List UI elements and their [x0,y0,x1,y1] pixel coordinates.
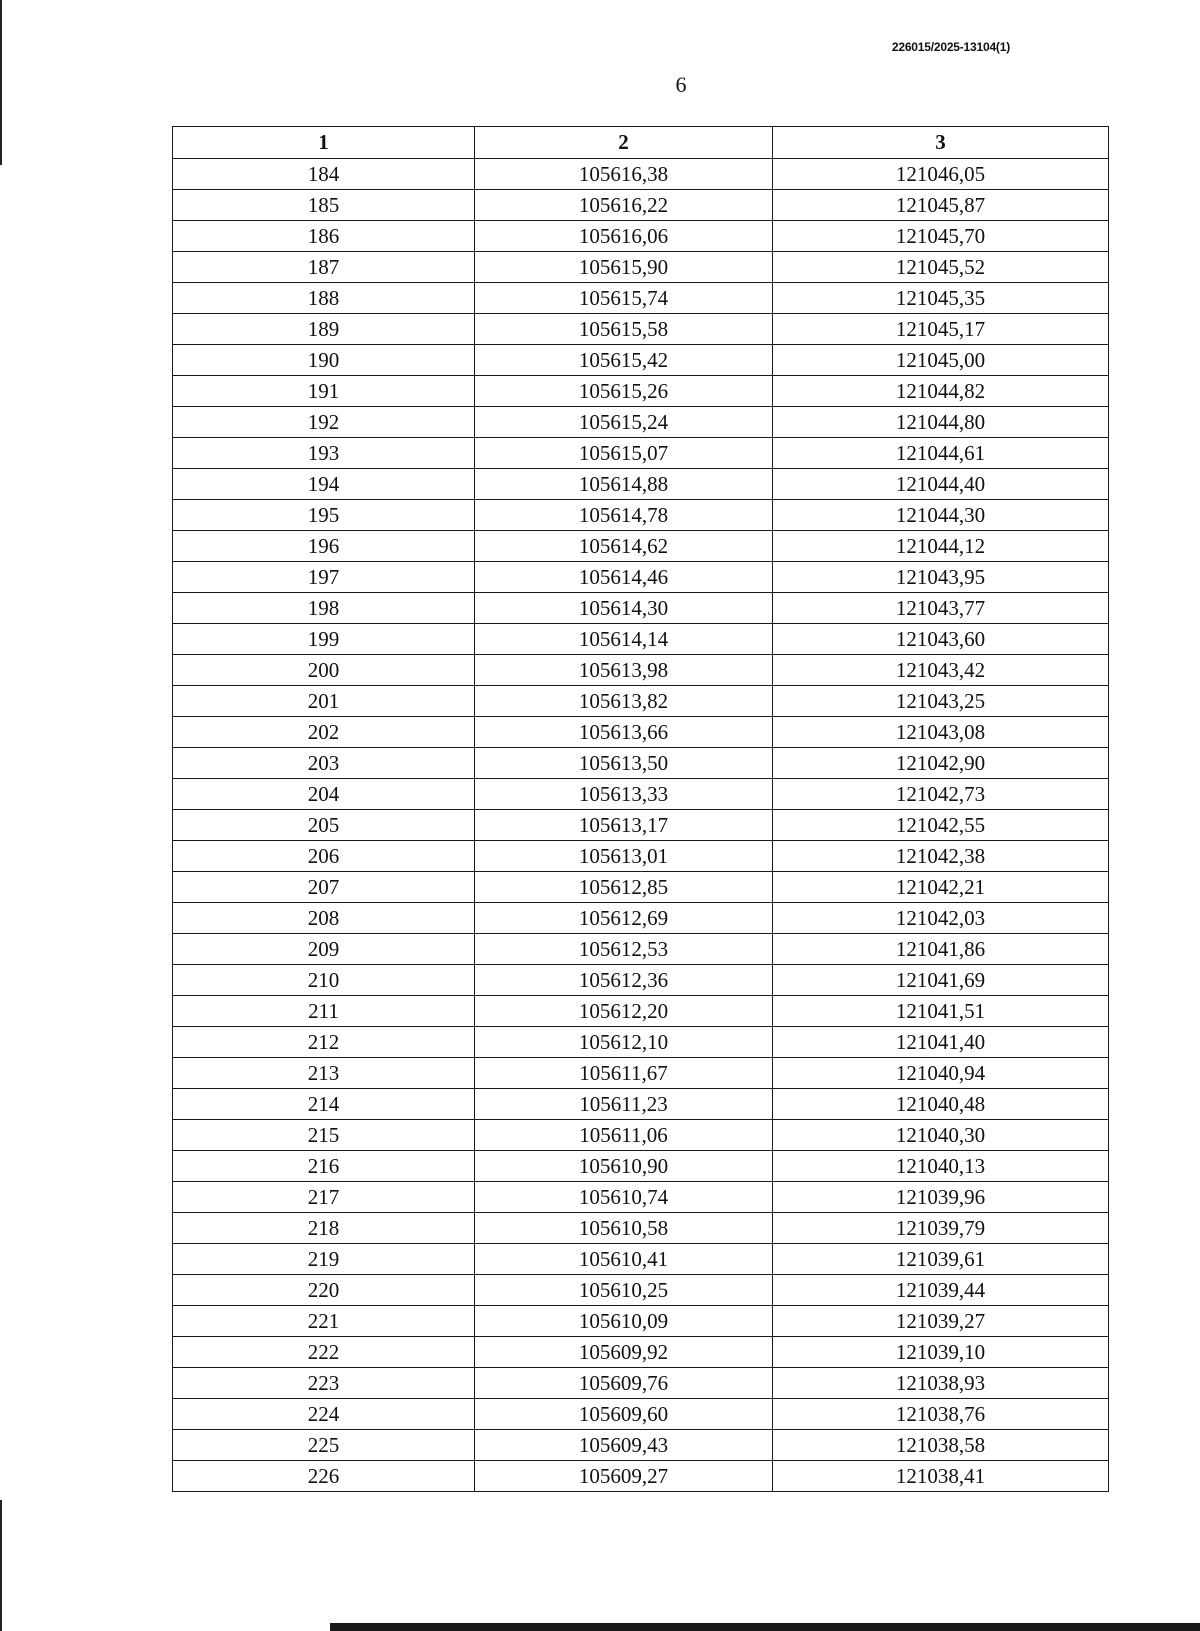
table-cell-col-1: 186 [173,221,475,252]
table-cell-col-1: 202 [173,717,475,748]
table-row [173,190,1109,221]
table-row [173,469,1109,500]
table-cell-col-3: 121043,77 [773,593,1109,624]
table-cell-col-2: 105612,85 [475,872,773,903]
table-row [173,562,1109,593]
table-row [173,1120,1109,1151]
table-cell-col-3: 121038,58 [773,1430,1109,1461]
table-row [173,779,1109,810]
table-cell-col-1: 198 [173,593,475,624]
column-header-3: 3 [773,127,1109,159]
table-cell-col-1: 196 [173,531,475,562]
table-cell-col-2: 105615,58 [475,314,773,345]
table-cell-col-3: 121041,69 [773,965,1109,996]
table-cell-col-1: 195 [173,500,475,531]
table-cell-col-1: 201 [173,686,475,717]
table-cell-col-1: 223 [173,1368,475,1399]
table-cell-col-2: 105616,22 [475,190,773,221]
table-cell-col-2: 105609,60 [475,1399,773,1430]
table-cell-col-3: 121041,51 [773,996,1109,1027]
table-cell-col-2: 105610,58 [475,1213,773,1244]
table-row [173,1399,1109,1430]
table-cell-col-1: 221 [173,1306,475,1337]
table-row [173,1213,1109,1244]
table-row [173,996,1109,1027]
table-cell-col-1: 207 [173,872,475,903]
table-row [173,717,1109,748]
table-cell-col-3: 121039,44 [773,1275,1109,1306]
table-cell-col-3: 121045,35 [773,283,1109,314]
table-cell-col-1: 187 [173,252,475,283]
table-cell-col-2: 105610,09 [475,1306,773,1337]
table-cell-col-1: 206 [173,841,475,872]
table-cell-col-2: 105613,17 [475,810,773,841]
table-row [173,252,1109,283]
coordinates-table [172,126,1109,1492]
table-cell-col-2: 105612,10 [475,1027,773,1058]
table-row [173,1244,1109,1275]
table-cell-col-1: 215 [173,1120,475,1151]
table-cell-col-3: 121046,05 [773,159,1109,190]
table-cell-col-2: 105613,01 [475,841,773,872]
table-cell-col-3: 121040,30 [773,1120,1109,1151]
table-cell-col-2: 105609,76 [475,1368,773,1399]
table-cell-col-2: 105613,33 [475,779,773,810]
table-cell-col-1: 225 [173,1430,475,1461]
table-cell-col-3: 121042,21 [773,872,1109,903]
table-cell-col-3: 121039,61 [773,1244,1109,1275]
table-cell-col-2: 105614,62 [475,531,773,562]
table-row [173,1461,1109,1492]
table-cell-col-1: 219 [173,1244,475,1275]
table-cell-col-2: 105616,38 [475,159,773,190]
table-cell-col-2: 105611,23 [475,1089,773,1120]
table-row [173,748,1109,779]
table-cell-col-2: 105615,74 [475,283,773,314]
table-cell-col-1: 200 [173,655,475,686]
table-row [173,810,1109,841]
column-header-2: 2 [475,127,773,159]
table-row [173,283,1109,314]
table-cell-col-2: 105614,46 [475,562,773,593]
table-cell-col-2: 105612,69 [475,903,773,934]
table-cell-col-1: 191 [173,376,475,407]
table-cell-col-3: 121045,17 [773,314,1109,345]
table-row [173,872,1109,903]
table-cell-col-2: 105612,20 [475,996,773,1027]
table-cell-col-3: 121038,93 [773,1368,1109,1399]
table-cell-col-1: 222 [173,1337,475,1368]
table-cell-col-1: 224 [173,1399,475,1430]
table-row [173,500,1109,531]
table-body [173,159,1109,1492]
table-row [173,159,1109,190]
table-row [173,345,1109,376]
table-cell-col-1: 205 [173,810,475,841]
table-cell-col-1: 190 [173,345,475,376]
table-cell-col-3: 121045,87 [773,190,1109,221]
table-cell-col-3: 121042,38 [773,841,1109,872]
table-cell-col-3: 121039,10 [773,1337,1109,1368]
table-cell-col-2: 105610,41 [475,1244,773,1275]
table-cell-col-2: 105615,42 [475,345,773,376]
table-row [173,655,1109,686]
table-cell-col-1: 209 [173,934,475,965]
table-cell-col-3: 121040,94 [773,1058,1109,1089]
table-cell-col-2: 105614,30 [475,593,773,624]
table-cell-col-3: 121040,48 [773,1089,1109,1120]
scan-edge-mark-bottom [0,1500,2,1631]
table-cell-col-1: 184 [173,159,475,190]
table-cell-col-2: 105609,43 [475,1430,773,1461]
table-cell-col-3: 121044,40 [773,469,1109,500]
table-cell-col-3: 121044,61 [773,438,1109,469]
table-cell-col-1: 203 [173,748,475,779]
table-cell-col-1: 189 [173,314,475,345]
table-row [173,593,1109,624]
table-row [173,1089,1109,1120]
table-cell-col-1: 185 [173,190,475,221]
table-cell-col-2: 105614,78 [475,500,773,531]
table-cell-col-1: 194 [173,469,475,500]
table-row [173,624,1109,655]
table-cell-col-2: 105615,07 [475,438,773,469]
table-cell-col-3: 121042,73 [773,779,1109,810]
table-cell-col-3: 121044,12 [773,531,1109,562]
table-cell-col-2: 105612,36 [475,965,773,996]
table-row [173,221,1109,252]
table-cell-col-3: 121040,13 [773,1151,1109,1182]
column-header-1: 1 [173,127,475,159]
table-row [173,1337,1109,1368]
table-cell-col-3: 121041,40 [773,1027,1109,1058]
table-cell-col-2: 105613,82 [475,686,773,717]
table-cell-col-1: 211 [173,996,475,1027]
table-cell-col-3: 121044,80 [773,407,1109,438]
table-cell-col-1: 217 [173,1182,475,1213]
table-cell-col-2: 105609,27 [475,1461,773,1492]
table-cell-col-1: 204 [173,779,475,810]
table-row [173,531,1109,562]
table-cell-col-1: 216 [173,1151,475,1182]
table-cell-col-3: 121043,42 [773,655,1109,686]
table-cell-col-3: 121042,90 [773,748,1109,779]
table-cell-col-1: 192 [173,407,475,438]
table-cell-col-1: 208 [173,903,475,934]
table-cell-col-2: 105614,88 [475,469,773,500]
table-row [173,1151,1109,1182]
table-row [173,1027,1109,1058]
table-cell-col-3: 121039,79 [773,1213,1109,1244]
table-cell-col-1: 213 [173,1058,475,1089]
table-row [173,314,1109,345]
table-cell-col-2: 105613,66 [475,717,773,748]
table-cell-col-1: 218 [173,1213,475,1244]
table-cell-col-1: 226 [173,1461,475,1492]
table-cell-col-1: 212 [173,1027,475,1058]
table-cell-col-3: 121043,25 [773,686,1109,717]
table-cell-col-3: 121042,55 [773,810,1109,841]
table-cell-col-2: 105615,24 [475,407,773,438]
table-cell-col-2: 105611,06 [475,1120,773,1151]
table-cell-col-3: 121044,82 [773,376,1109,407]
table-cell-col-2: 105614,14 [475,624,773,655]
table-cell-col-3: 121039,96 [773,1182,1109,1213]
table-row [173,903,1109,934]
page-number: 6 [675,72,687,97]
table-row [173,376,1109,407]
table-row [173,1058,1109,1089]
table-cell-col-1: 188 [173,283,475,314]
table-cell-col-3: 121045,52 [773,252,1109,283]
table-row [173,965,1109,996]
table-row [173,1182,1109,1213]
table-cell-col-1: 197 [173,562,475,593]
table-cell-col-3: 121043,60 [773,624,1109,655]
table-cell-col-3: 121038,41 [773,1461,1109,1492]
table-cell-col-3: 121039,27 [773,1306,1109,1337]
table-cell-col-2: 105610,25 [475,1275,773,1306]
table-row [173,407,1109,438]
table-cell-col-3: 121043,08 [773,717,1109,748]
table-cell-col-2: 105610,90 [475,1151,773,1182]
table-cell-col-3: 121041,86 [773,934,1109,965]
table-cell-col-2: 105615,90 [475,252,773,283]
table-cell-col-2: 105616,06 [475,221,773,252]
table-cell-col-2: 105613,98 [475,655,773,686]
table-row [173,1430,1109,1461]
table-cell-col-2: 105612,53 [475,934,773,965]
document-id: 226015/2025-13104(1) [891,40,1010,54]
table-cell-col-3: 121042,03 [773,903,1109,934]
table-header-row [173,127,1109,159]
table-cell-col-3: 121038,76 [773,1399,1109,1430]
table-cell-col-1: 214 [173,1089,475,1120]
table-cell-col-3: 121045,00 [773,345,1109,376]
table-row [173,1275,1109,1306]
table-row [173,841,1109,872]
table-cell-col-1: 210 [173,965,475,996]
table-row [173,438,1109,469]
table-cell-col-2: 105615,26 [475,376,773,407]
table-cell-col-2: 105609,92 [475,1337,773,1368]
table-row [173,934,1109,965]
table-cell-col-3: 121043,95 [773,562,1109,593]
table-cell-col-2: 105610,74 [475,1182,773,1213]
table-cell-col-1: 193 [173,438,475,469]
table-cell-col-1: 199 [173,624,475,655]
table-row [173,1306,1109,1337]
table-row [173,686,1109,717]
table-cell-col-3: 121045,70 [773,221,1109,252]
table-cell-col-2: 105613,50 [475,748,773,779]
table-cell-col-2: 105611,67 [475,1058,773,1089]
table-cell-col-3: 121044,30 [773,500,1109,531]
table-cell-col-1: 220 [173,1275,475,1306]
bottom-scan-rule [330,1623,1200,1631]
table-row [173,1368,1109,1399]
